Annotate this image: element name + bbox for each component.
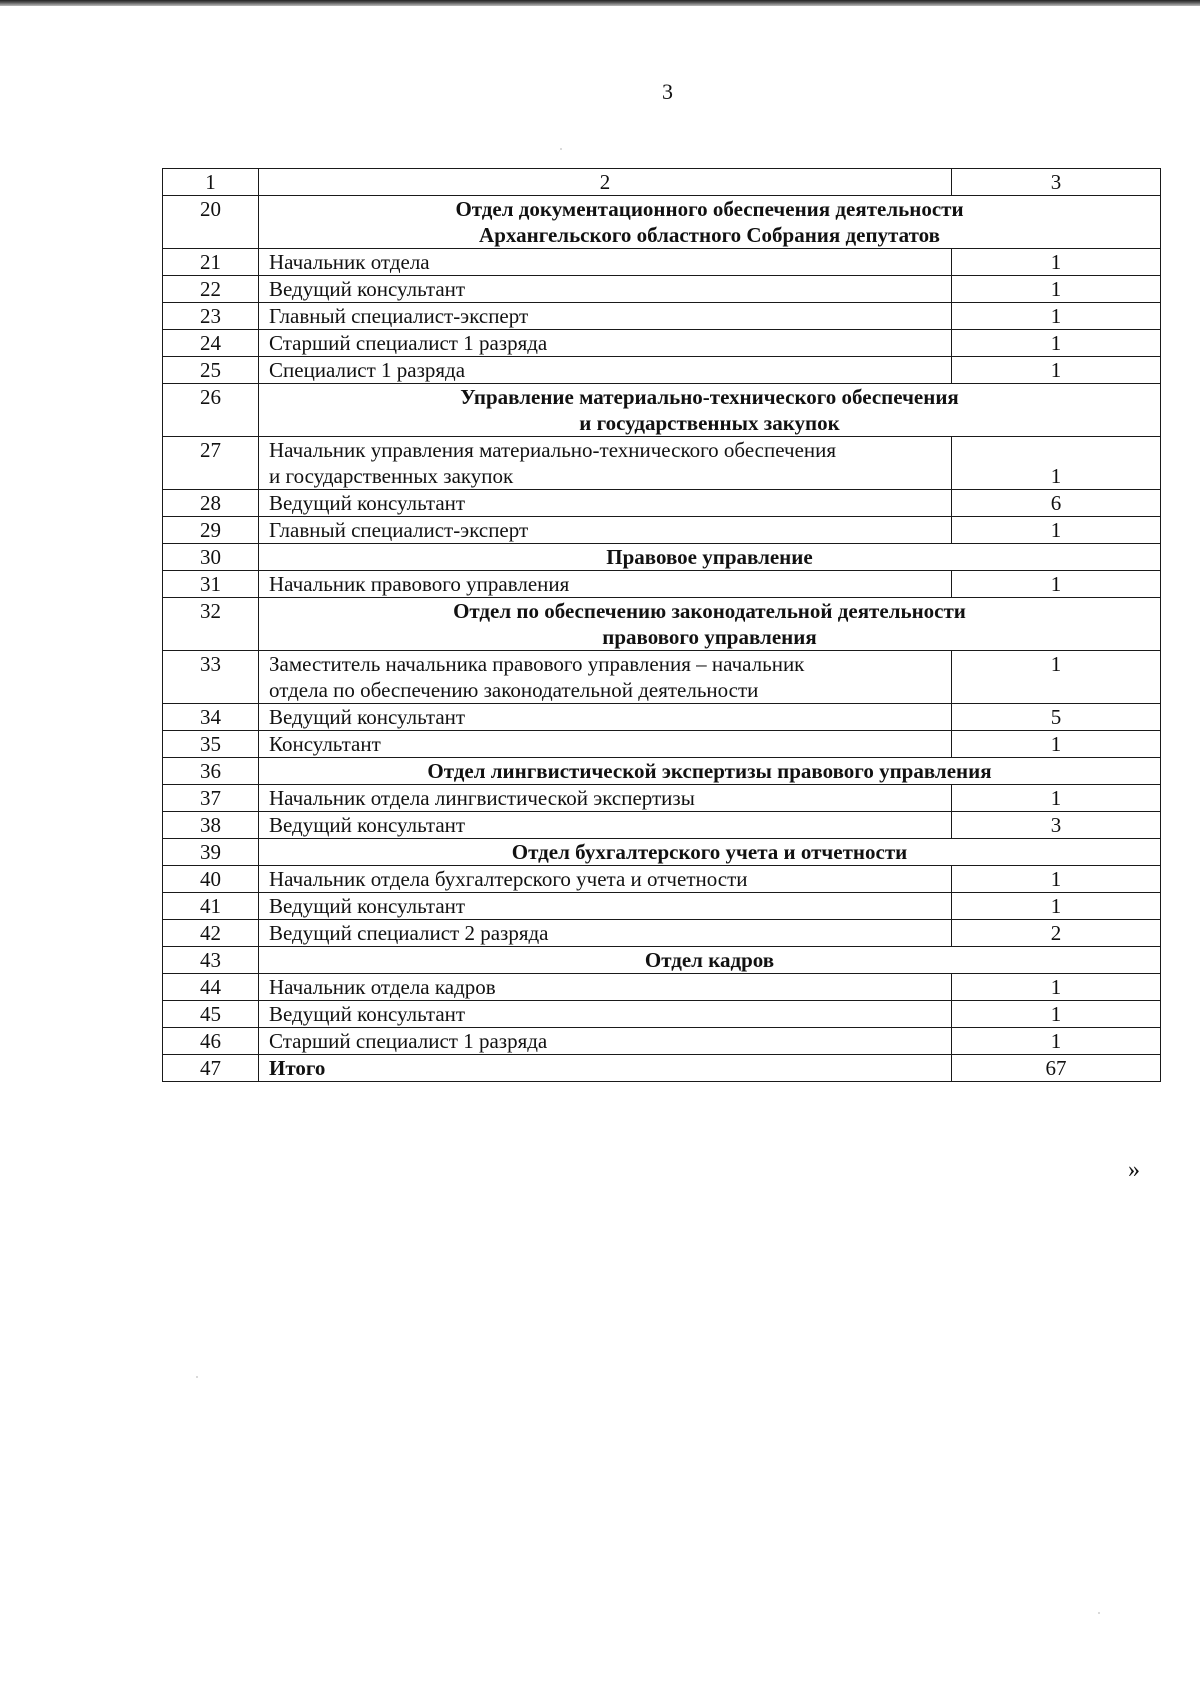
row-number: 33 — [163, 651, 259, 704]
section-title-line: Отдел бухгалтерского учета и отчетности — [511, 840, 908, 864]
row-number: 40 — [163, 866, 259, 893]
row-number: 27 — [163, 437, 259, 490]
row-number: 43 — [163, 947, 259, 974]
staff-count: 3 — [952, 812, 1161, 839]
section-row — [163, 544, 1161, 571]
section-title — [259, 947, 1161, 974]
row-number: 44 — [163, 974, 259, 1001]
row-number: 46 — [163, 1028, 259, 1055]
staff-table — [162, 168, 1161, 1082]
row-number: 22 — [163, 276, 259, 303]
position-name-text: Ведущий консультант — [269, 277, 466, 301]
position-name-text: Специалист 1 разряда — [269, 358, 466, 382]
scan-speck — [1098, 1612, 1100, 1614]
staff-count: 1 — [952, 357, 1161, 384]
table-row — [163, 571, 1161, 598]
position-name — [259, 920, 952, 947]
section-title-line: Отдел кадров — [644, 948, 775, 972]
staff-count: 1 — [952, 785, 1161, 812]
row-number: 37 — [163, 785, 259, 812]
table-row — [163, 357, 1161, 384]
table-row — [163, 785, 1161, 812]
section-title-line: Отдел документационного обеспечения деятельности — [455, 197, 964, 221]
table-row — [163, 276, 1161, 303]
staff-count: 1 — [952, 517, 1161, 544]
position-name — [259, 785, 952, 812]
row-number: 47 — [163, 1055, 259, 1082]
table-row — [163, 812, 1161, 839]
total-label-cell — [259, 1055, 952, 1082]
section-title — [259, 598, 1161, 651]
position-name-text: Ведущий специалист 2 разряда — [269, 921, 549, 945]
row-number: 32 — [163, 598, 259, 651]
position-name-line: Заместитель начальника правового управления – начальник — [269, 652, 805, 676]
row-number: 30 — [163, 544, 259, 571]
row-number: 29 — [163, 517, 259, 544]
table-row — [163, 704, 1161, 731]
staff-count: 1 — [952, 303, 1161, 330]
row-number: 38 — [163, 812, 259, 839]
table-row — [163, 920, 1161, 947]
position-name — [259, 249, 952, 276]
scan-edge — [0, 0, 1200, 6]
table-row — [163, 1028, 1161, 1055]
position-name — [259, 357, 952, 384]
total-row — [163, 1055, 1161, 1082]
position-name — [259, 1001, 952, 1028]
staff-count: 2 — [952, 920, 1161, 947]
row-number: 23 — [163, 303, 259, 330]
section-title — [259, 839, 1161, 866]
section-row — [163, 196, 1161, 249]
position-name-text: Старший специалист 1 разряда — [269, 1029, 548, 1053]
section-title-line: Архангельского областного Собрания депутатов — [479, 223, 940, 247]
position-name-text: Консультант — [269, 732, 381, 756]
table-row — [163, 731, 1161, 758]
row-number: 28 — [163, 490, 259, 517]
total-label: Итого — [269, 1056, 326, 1080]
section-title — [259, 758, 1161, 785]
staff-count: 6 — [952, 490, 1161, 517]
row-number: 31 — [163, 571, 259, 598]
header-col-3: 3 — [952, 169, 1161, 196]
position-name — [259, 812, 952, 839]
position-name — [259, 276, 952, 303]
staff-count: 1 — [952, 330, 1161, 357]
table-row — [163, 249, 1161, 276]
page-number: 3 — [662, 79, 673, 104]
position-name-text: Ведущий консультант — [269, 705, 466, 729]
section-title-line: Управление материально-технического обеспечения — [460, 385, 959, 409]
section-row — [163, 758, 1161, 785]
staff-count: 1 — [952, 249, 1161, 276]
position-name-text: Начальник отдела лингвистической экспертизы — [269, 786, 695, 810]
position-name — [259, 893, 952, 920]
row-number: 39 — [163, 839, 259, 866]
section-row — [163, 598, 1161, 651]
header-col-1: 1 — [163, 169, 259, 196]
position-name — [259, 1028, 952, 1055]
position-name — [259, 330, 952, 357]
position-name — [259, 303, 952, 330]
staff-count: 5 — [952, 704, 1161, 731]
staff-count: 1 — [952, 1001, 1161, 1028]
position-name-text: Ведущий консультант — [269, 491, 466, 515]
table-header-row — [163, 169, 1161, 196]
position-name-text: Главный специалист-эксперт — [269, 518, 529, 542]
table-row — [163, 893, 1161, 920]
table-row — [163, 490, 1161, 517]
position-name — [259, 571, 952, 598]
staff-count: 1 — [952, 571, 1161, 598]
position-name-line: отдела по обеспечению законодательной деятельности — [269, 678, 759, 702]
section-row — [163, 384, 1161, 437]
scan-speck — [560, 148, 562, 150]
row-number: 34 — [163, 704, 259, 731]
row-number: 25 — [163, 357, 259, 384]
row-number: 21 — [163, 249, 259, 276]
row-number: 24 — [163, 330, 259, 357]
position-name-text: Начальник отдела бухгалтерского учета и отчетности — [269, 867, 748, 891]
row-number: 36 — [163, 758, 259, 785]
section-title — [259, 196, 1161, 249]
position-name-text: Ведущий консультант — [269, 1002, 466, 1026]
scan-speck — [196, 1376, 198, 1378]
header-col-2: 2 — [259, 169, 952, 196]
position-name — [259, 437, 952, 490]
position-name — [259, 704, 952, 731]
position-name — [259, 866, 952, 893]
section-title-line: Отдел по обеспечению законодательной деятельности — [453, 599, 966, 623]
section-row — [163, 839, 1161, 866]
staff-count: 1 — [952, 893, 1161, 920]
staff-count: 1 — [952, 866, 1161, 893]
table-row — [163, 651, 1161, 704]
staff-count: 1 — [952, 1028, 1161, 1055]
table-row — [163, 1001, 1161, 1028]
position-name-text: Начальник отдела — [269, 250, 430, 274]
section-title-line: Правовое управление — [606, 545, 813, 569]
staff-count: 1 — [952, 276, 1161, 303]
position-name — [259, 517, 952, 544]
table-row — [163, 974, 1161, 1001]
table-row — [163, 866, 1161, 893]
position-name — [259, 651, 952, 704]
position-name — [259, 731, 952, 758]
position-name-text: Начальник отдела кадров — [269, 975, 496, 999]
table-row — [163, 303, 1161, 330]
table-body — [163, 169, 1161, 1082]
row-number: 26 — [163, 384, 259, 437]
total-value: 67 — [952, 1055, 1161, 1082]
closing-quote: » — [1128, 1157, 1140, 1183]
table-row — [163, 517, 1161, 544]
section-row — [163, 947, 1161, 974]
row-number: 41 — [163, 893, 259, 920]
position-name-text: Начальник правового управления — [269, 572, 570, 596]
position-name-line: Начальник управления материально-технического обеспечения — [269, 438, 837, 462]
table-row — [163, 437, 1161, 490]
row-number: 35 — [163, 731, 259, 758]
position-name-text: Главный специалист-эксперт — [269, 304, 529, 328]
row-number: 20 — [163, 196, 259, 249]
row-number: 45 — [163, 1001, 259, 1028]
position-name-line: и государственных закупок — [269, 464, 514, 488]
section-title-line: правового управления — [602, 625, 817, 649]
staff-count: 1 — [952, 731, 1161, 758]
section-title-line: Отдел лингвистической экспертизы правового управления — [427, 759, 992, 783]
section-title — [259, 544, 1161, 571]
position-name-text: Старший специалист 1 разряда — [269, 331, 548, 355]
row-number: 42 — [163, 920, 259, 947]
position-name-text: Ведущий консультант — [269, 894, 466, 918]
section-title — [259, 384, 1161, 437]
staff-count: 1 — [952, 437, 1161, 490]
position-name — [259, 974, 952, 1001]
position-name — [259, 490, 952, 517]
staff-count: 1 — [952, 974, 1161, 1001]
table-row — [163, 330, 1161, 357]
staff-count: 1 — [952, 651, 1161, 704]
position-name-text: Ведущий консультант — [269, 813, 466, 837]
section-title-line: и государственных закупок — [579, 411, 840, 435]
